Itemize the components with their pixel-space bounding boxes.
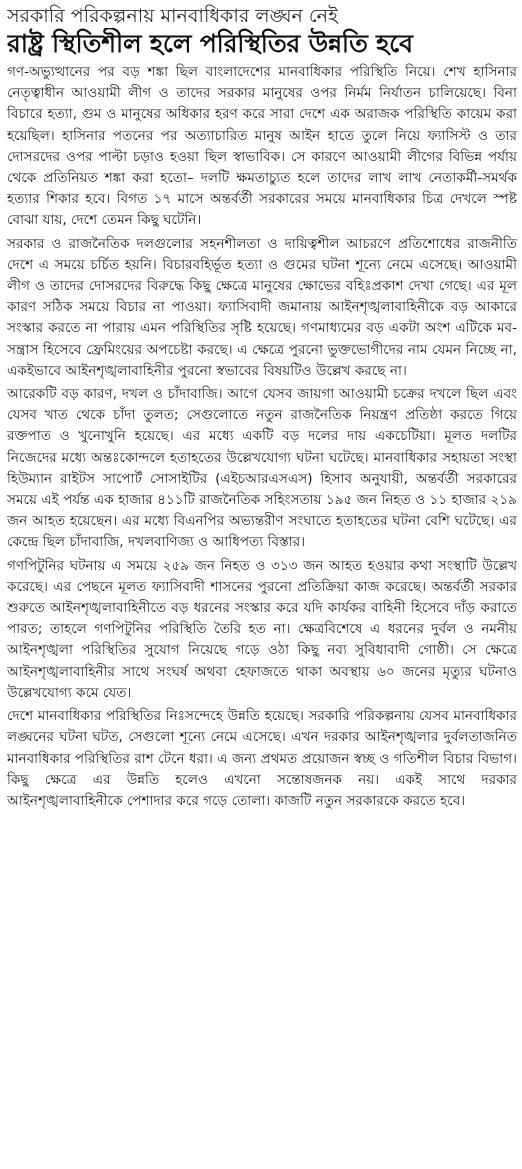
article-paragraph: গণপিটুনির ঘটনায় এ সময়ে ২৫৯ জন নিহত ও ৩১৩ জন আহত হওয়ার কথা সংস্থাটি উল্লেখ করেছে। এর পেছনে মূলত ফ্যাসিবাদী শাসনের পুরনো প্রতিক্রিয়া কাজ করেছে। অন্তর্বর্তী সরকার শুরুতে আইনশৃঙ্খলাবাহিনীতে বড় ধরনের সংস্কার করে যদি কার্যকর বাহিনী হিসেবে দাঁড় করাতে পারত; তাহলে গণপিটুনির পরিস্থিতি তৈরি হত না। ক্ষেত্রবিশেষে এ ধরনের দুর্বল ও নমনীয় আইনশৃঙ্খলা পরিস্থিতির সুযোগ নিয়েছে গড়ে ওঠা কিছু নব্য সুবিধাবাদী গোষ্ঠী। সে ক্ষেত্রে আইনশৃঙ্খলাবাহিনীর সাথে সংঘর্ষ অথবা হেফাজতে থাকা অবস্থায় ৬০ জনের মৃত্যুর ঘটনাও উল্লেখযোগ্য কমে যেত। <box>7 557 517 701</box>
article-paragraph: গণ-অভ্যুত্থানের পর বড় শঙ্কা ছিল বাংলাদেশের মানবাধিকার পরিস্থিতি নিয়ে। শেখ হাসিনার নেতৃত্বাধীন আওয়ামী লীগ ও তাদের সরকার মানুষের ওপর নির্মম নির্যাতন চালিয়েছে। বিনা বিচারে হত্যা, গুম ও মানুষের অধিকার হরণ করে সারা দেশে এক অরাজক পরিস্থিতি কায়েম করা হয়েছিল। হাসিনার পতনের পর অত্যাচারিত মানুষ আইন হাতে তুলে নিয়ে ফ্যাসিস্ট ও তার দোসরদের ওপর পাল্টা চড়াও হওয়া ছিল স্বাভাবিক। সে কারণে আওয়ামী লীগের বিভিন্ন পর্যায় থেকে প্রতিনিয়ত শঙ্কা করা হতো– দলটি ক্ষমতাচ্যুত হলে তাদের লাখ লাখ নেতাকর্মী-সমর্থক হত্যার শিকার হবে। বিগত ১৭ মাসে অন্তর্বর্তী সরকারের সময়ে মানবাধিকার চিত্র দেখলে স্পষ্ট বোঝা যায়, দেশে তেমন কিছু ঘটেনি। <box>7 64 517 229</box>
article-kicker: সরকারি পরিকল্পনায় মানবাধিকার লঙ্ঘন নেই <box>7 5 338 27</box>
article-paragraph: সরকার ও রাজনৈতিক দলগুলোর সহনশীলতা ও দায়িত্বশীল আচরণে প্রতিশোধের রাজনীতি দেশে এ সময়ে চর্চিত হয়নি। বিচারবহির্ভূত হত্যা ও গুমের ঘটনা শূন্যে নেমে এসেছে। আওয়ামী লীগ ও তাদের দোসরদের বিরুদ্ধে কিছু ক্ষেত্রে মানুষের ক্ষোভের বহিঃপ্রকাশ দেখা গেছে। এর মূল কারণ সঠিক সময়ে বিচার না পাওয়া। ফ্যাসিবাদী জমানায় আইনশৃঙ্খলাবাহিনীকে বড় আকারে সংস্কার করতে না পারায় এমন পরিস্থিতির সৃষ্টি হয়েছে। গণমাধ্যমের বড় একটা অংশ এটিকে মব-সন্ত্রাস হিসেবে ফ্রেমিংয়ের অপচেষ্টা করছে। এ ক্ষেত্রে পুরনো ভুক্তভোগীদের নাম যেমন নিচ্ছে না, একইভাবে আইনশৃঙ্খলাবাহিনীর পুরনো স্বভাবের বিষয়টিও উল্লেখ করছে না। <box>7 235 517 379</box>
article-paragraph: আরেকটি বড় কারণ, দখল ও চাঁদাবাজি। আগে যেসব জায়গা আওয়ামী চক্রের দখলে ছিল এবং যেসব খাত থেকে চাঁদা তুলত; সেগুলোতে নতুন রাজনৈতিক নিয়ন্ত্রণ প্রতিষ্ঠা করতে গিয়ে রক্তপাত ও খুনোখুনি হয়েছে। এর মধ্যে একটি বড় দলের দায় একচেটিয়া। মূলত দলটির নিজেদের মধ্যে অন্তঃকোন্দলে হতাহতের উল্লেখযোগ্য ঘটনা ঘটেছে। মানবাধিকার সহায়তা সংস্থা হিউম্যান রাইটস সাপোর্ট সোসাইটির (এইচআরএসএস) হিসাব অনুযায়ী, অন্তর্বর্তী সরকারের সময়ে এই পর্যন্ত এক হাজার ৪১১টি রাজনৈতিক সহিংসতায় ১৯৫ জন নিহত ও ১১ হাজার ২১৯ জন আহত হয়েছেন। এর মধ্যে বিএনপির অভ্যন্তরীণ সংঘাতে হতাহতের ঘটনা বেশি ঘটেছে। এর কেন্দ্রে ছিল চাঁদাবাজি, দখলবাণিজ্য ও আধিপত্য বিস্তার। <box>7 386 517 551</box>
article-paragraph: দেশে মানবাধিকার পরিস্থিতির নিঃসন্দেহে উন্নতি হয়েছে। সরকারি পরিকল্পনায় যেসব মানবাধিকার লঙ্ঘনের ঘটনা ঘটত, সেগুলো শূন্যে নেমে এসেছে। এখন দরকার আইনশৃঙ্খলার দুর্বলতাজনিত মানবাধিকার পরিস্থিতির রাশ টেনে ধরা। এ জন্য প্রথমত প্রয়োজন স্বচ্ছ ও গতিশীল বিচার বিভাগ। কিছু ক্ষেত্রে এর উন্নতি হলেও এখনো সন্তোষজনক নয়। একই সাথে দরকার আইনশৃঙ্খলাবাহিনীকে পেশাদার করে গড়ে তোলা। কাজটি নতুন সরকারকে করতে হবে। <box>7 708 517 809</box>
article-headline: রাষ্ট্র স্থিতিশীল হলে পরিস্থিতির উন্নতি হবে <box>7 29 413 58</box>
article-body <box>7 62 517 812</box>
